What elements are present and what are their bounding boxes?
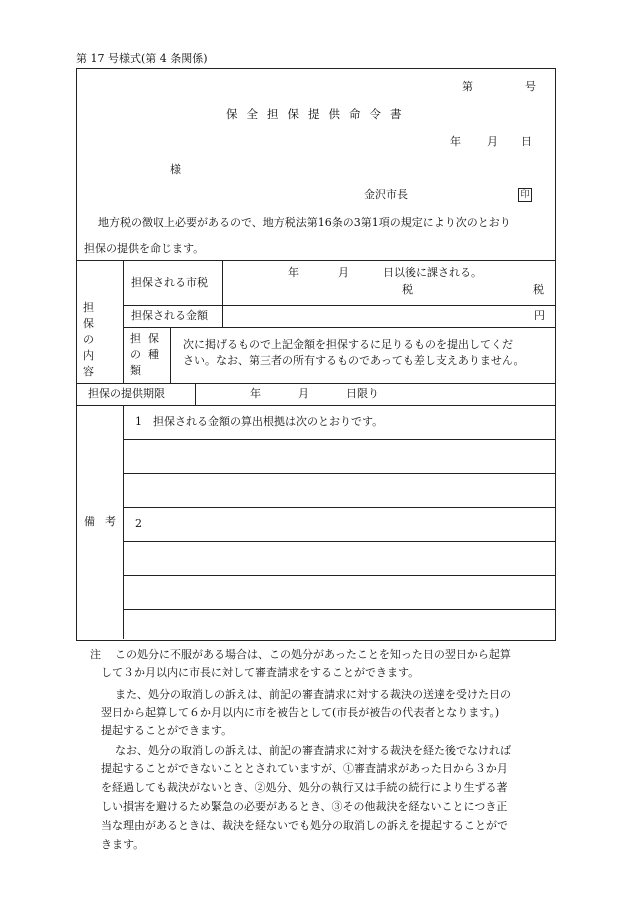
body-line-2: 担保の提供を命じます。: [84, 242, 205, 255]
row1-after: 日以後に課される。: [383, 266, 482, 279]
row1-tax-b: 税: [533, 283, 544, 296]
form-label: 第 17 号様式(第 4 条関係): [76, 52, 208, 65]
row3-label: 担保の種類: [130, 332, 166, 377]
note-p3-line-2: 提起することができないこととされていますが、①審査請求があった日から３か月: [101, 762, 508, 775]
number-prefix: 第: [462, 80, 473, 93]
date-day: 日: [521, 135, 532, 148]
number-suffix: 号: [525, 80, 536, 93]
note-p2-line-2: 翌日から起算して６か月以内に市を被告として(市長が被告の代表者となります。): [101, 706, 500, 719]
addressee-suffix: 様: [170, 163, 181, 176]
content-group-label: 担保の内容: [83, 301, 102, 378]
note-p2-line-1: また、処分の取消しの訴えは、前記の審査請求に対する裁決の送達を受けた日の: [115, 688, 511, 701]
note-p3-line-3: を経過しても裁決がないとき、②処分、処分の執行又は手続の続行により生ずる著: [101, 781, 508, 794]
note-p3-line-5: 当な理由があるときは、裁決を経ないでも処分の取消しの訴えを提起することがで: [101, 819, 508, 832]
note-p3-line-1: なお、処分の取消しの訴えは、前記の審査請求に対する裁決を経た後でなければ: [115, 744, 511, 757]
note-p2-line-3: 提起することができます。: [101, 724, 233, 737]
row1-label: 担保される市税: [131, 276, 208, 289]
row1-tax-a: 税: [402, 283, 413, 296]
remarks-label: 備考: [84, 515, 126, 528]
deadline-label: 担保の提供期限: [88, 387, 165, 400]
date-month: 月: [487, 135, 498, 148]
note-marker: 注: [90, 648, 101, 661]
deadline-suffix: 日限り: [346, 387, 379, 400]
seal-icon: 印: [518, 188, 532, 202]
date-year: 年: [450, 135, 461, 148]
remarks-item-1: 1 担保される金額の算出根拠は次のとおりです。: [135, 415, 384, 428]
remarks-item-2: 2: [135, 517, 142, 530]
issuer-name: 金沢市長: [364, 188, 408, 201]
row2-label: 担保される金額: [131, 309, 208, 322]
note-p3-line-6: きます。: [101, 838, 145, 851]
row1-year: 年: [288, 266, 299, 279]
row2-unit: 円: [534, 309, 545, 322]
body-line-1: 地方税の徴収上必要があるので、地方税法第16条の3第1項の規定により次のとおり: [98, 216, 511, 229]
deadline-year: 年: [250, 387, 261, 400]
note-p3-line-4: しい損害を避けるため緊急の必要があるとき、③その他裁決を経ないことにつき正: [101, 800, 508, 813]
row1-month: 月: [338, 266, 349, 279]
row3-text-line-1: 次に掲げるもので上記金額を担保するに足りるものを提出してくだ: [183, 338, 513, 351]
document-title: 保全担保提供命令書: [226, 107, 411, 121]
note-p1-line-1: この処分に不服がある場合は、この処分があったことを知った日の翌日から起算: [115, 648, 511, 661]
note-p1-line-2: して３か月以内に市長に対して審査請求をすることができます。: [101, 666, 420, 679]
deadline-month: 月: [298, 387, 309, 400]
row3-text-line-2: さい。なお、第三者の所有するものであっても差し支えありません。: [183, 354, 525, 367]
